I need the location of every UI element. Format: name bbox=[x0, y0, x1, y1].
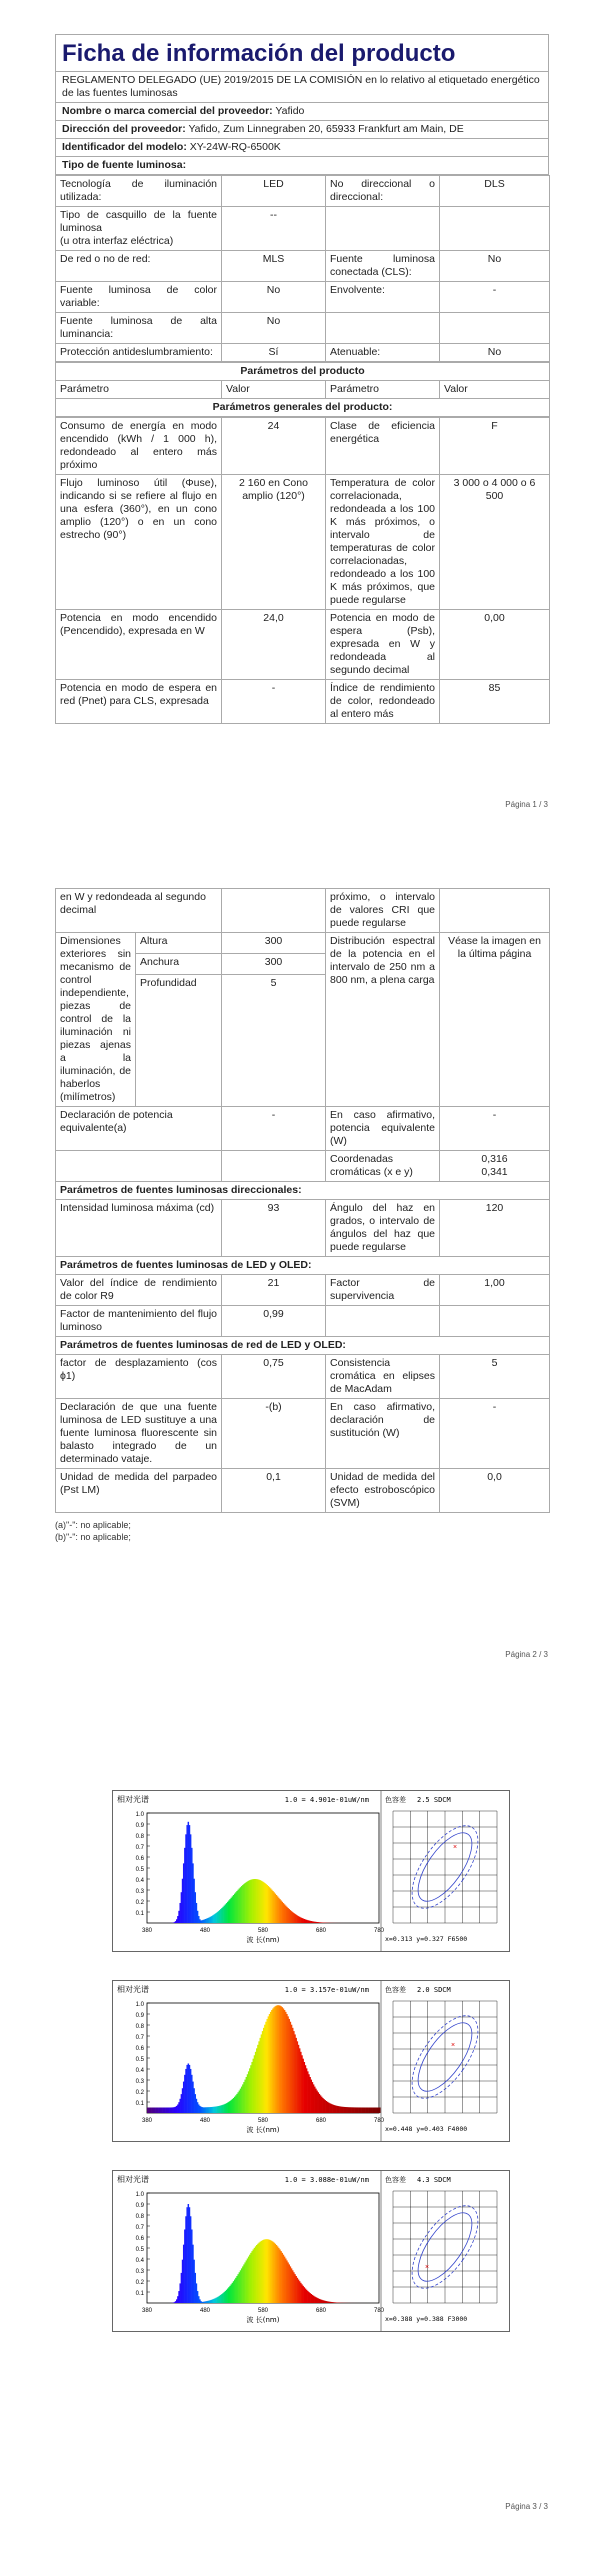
mains-rows-row bbox=[56, 1399, 550, 1469]
supplier-row bbox=[56, 102, 548, 120]
rows-type-l2: Envolvente: bbox=[326, 282, 440, 313]
x-tick-label: 480 bbox=[199, 1928, 211, 1934]
depth-label: Profundidad bbox=[136, 975, 222, 1107]
col-value-2: Valor bbox=[440, 381, 550, 399]
y-tick-label: 0.8 bbox=[135, 2024, 144, 2030]
rows-type-l1: Fuente luminosa de color variable: bbox=[56, 282, 222, 313]
width-label: Anchura bbox=[136, 954, 222, 975]
mains-rows-l1: factor de desplazamiento (cos ϕ1) bbox=[56, 1355, 222, 1399]
general-rows-l1: Consumo de energía en modo encendido (kWh / 1 000 h), redondeado al entero más próximo bbox=[56, 418, 222, 475]
general-rows-l1: Potencia en modo encendido (Pencendido), expresada en W bbox=[56, 610, 222, 680]
general-rows-row bbox=[56, 610, 550, 680]
x-tick-label: 380 bbox=[141, 2118, 153, 2124]
led-rows-row bbox=[56, 1275, 550, 1306]
general-rows-l2: Temperatura de color correlacionada, redondeada a los 100 K más próximos, o intervalo de temperaturas de color correlacionadas, redondeado a los 100 K más próximos, que puede regularse bbox=[326, 475, 440, 610]
x-tick-label: 580 bbox=[257, 2118, 269, 2124]
source-type-label: Tipo de fuente luminosa: bbox=[56, 156, 548, 174]
x-tick-label: 780 bbox=[373, 2118, 385, 2124]
x-axis-label: 波 长(nm) bbox=[246, 1936, 280, 1944]
chart-title: 相对光谱 bbox=[117, 2175, 149, 2184]
y-tick-label: 0.8 bbox=[135, 1834, 144, 1840]
y-tick-label: 0.3 bbox=[135, 1889, 144, 1895]
x-tick-label: 580 bbox=[257, 2308, 269, 2314]
ellipse-label: 2.0 SDCM bbox=[417, 1986, 451, 1994]
cont-left: en W y redondeada al segundo decimal bbox=[56, 889, 222, 933]
x-tick-label: 680 bbox=[315, 2118, 327, 2124]
led-rows-l2: Factor de supervivencia bbox=[326, 1275, 440, 1306]
y-tick-label: 1.0 bbox=[135, 1812, 144, 1818]
y-tick-label: 0.2 bbox=[135, 2090, 144, 2096]
y-tick-label: 0.7 bbox=[135, 1845, 144, 1851]
y-tick-label: 0.9 bbox=[135, 1823, 144, 1829]
rows-type-l1: Tecnología de iluminación utilizada: bbox=[56, 176, 222, 207]
y-tick-label: 0.7 bbox=[135, 2225, 144, 2231]
y-tick-label: 0.5 bbox=[135, 2057, 144, 2063]
equiv-label: Declaración de potencia equivalente(a) bbox=[56, 1107, 222, 1151]
rows-type-l2: Atenuable: bbox=[326, 344, 440, 362]
led-rows-v1: 0,99 bbox=[222, 1306, 326, 1337]
ellipse-title: 色容差 bbox=[385, 1796, 406, 1804]
rows-type-row bbox=[56, 176, 550, 207]
y-tick-label: 0.2 bbox=[135, 1900, 144, 1906]
general-rows-row bbox=[56, 680, 550, 724]
mains-rows-v2: 5 bbox=[440, 1355, 550, 1399]
dims-label: Dimensiones exteriores sin mecanismo de control independiente, piezas de control de la iluminación ni piezas ajenas a la iluminación, de haberlos (milímetros) bbox=[56, 933, 136, 1107]
spectrum-bar bbox=[379, 2107, 380, 2113]
general-rows-v1: 2 160 en Cono amplio (120°) bbox=[222, 475, 326, 610]
chroma-coords: x=0.448 y=0.403 F4000 bbox=[385, 2125, 468, 2133]
depth-value: 5 bbox=[222, 975, 326, 1107]
x-tick-label: 480 bbox=[199, 2308, 211, 2314]
header-box bbox=[55, 34, 549, 175]
led-rows-l1: Valor del índice de rendimiento de color R9 bbox=[56, 1275, 222, 1306]
general-rows-v1: 24 bbox=[222, 418, 326, 475]
chart-scale-header: 1.0 = 4.901e-01uW/nm bbox=[284, 1796, 369, 1804]
x-tick-label: 680 bbox=[315, 1928, 327, 1934]
x-axis-label: 波 长(nm) bbox=[246, 2126, 280, 2134]
measured-point: × bbox=[424, 2264, 430, 2271]
chroma-y: 0,341 bbox=[481, 1166, 508, 1178]
rows-type-v1: LED bbox=[222, 176, 326, 207]
equiv-watts-label: En caso afirmativo, potencia equivalente (W) bbox=[326, 1107, 440, 1151]
rows-type-v2 bbox=[440, 313, 550, 344]
measured-point: × bbox=[450, 2042, 456, 2049]
source-type-table bbox=[55, 175, 550, 362]
general-params-table bbox=[55, 417, 550, 724]
y-tick-label: 0.6 bbox=[135, 1856, 144, 1862]
product-params-heading: Parámetros del producto bbox=[56, 363, 550, 381]
y-tick-label: 0.1 bbox=[135, 2291, 144, 2297]
model-label: Identificador del modelo: bbox=[62, 141, 187, 153]
x-tick-label: 680 bbox=[315, 2308, 327, 2314]
rows-type-v2: - bbox=[440, 282, 550, 313]
y-tick-label: 0.9 bbox=[135, 2203, 144, 2209]
y-tick-label: 0.4 bbox=[135, 1878, 144, 1884]
led-heading: Parámetros de fuentes luminosas de LED y OLED: bbox=[56, 1257, 550, 1275]
led-rows-l1: Factor de mantenimiento del flujo luminoso bbox=[56, 1306, 222, 1337]
rows-type-row bbox=[56, 251, 550, 282]
chroma-value bbox=[440, 1151, 550, 1182]
general-rows-l2: Potencia en modo de espera (Psb), expresada en W y redondeada al segundo decimal bbox=[326, 610, 440, 680]
chart-scale-header: 1.0 = 3.157e-01uW/nm bbox=[284, 1986, 369, 1994]
rows-type-l2: Fuente luminosa conectada (CLS): bbox=[326, 251, 440, 282]
equiv-value: - bbox=[222, 1107, 326, 1151]
x-axis-label: 波 长(nm) bbox=[246, 2316, 280, 2324]
y-tick-label: 0.1 bbox=[135, 1911, 144, 1917]
rows-type-row bbox=[56, 282, 550, 313]
general-rows-l2: Índice de rendimiento de color, redondeado al entero más bbox=[326, 680, 440, 724]
rows-type-v1: -- bbox=[222, 207, 326, 251]
mains-rows-l2: En caso afirmativo, declaración de sustitución (W) bbox=[326, 1399, 440, 1469]
y-tick-label: 0.3 bbox=[135, 2269, 144, 2275]
rows-type-v2 bbox=[440, 207, 550, 251]
x-tick-label: 580 bbox=[257, 1928, 269, 1934]
dir-value: 93 bbox=[222, 1200, 326, 1257]
x-tick-label: 480 bbox=[199, 2118, 211, 2124]
rows-type-v1: No bbox=[222, 313, 326, 344]
col-param-1: Parámetro bbox=[56, 381, 222, 399]
rows-type-v1: Sí bbox=[222, 344, 326, 362]
mains-rows-row bbox=[56, 1355, 550, 1399]
general-rows-v2: F bbox=[440, 418, 550, 475]
continued-table bbox=[55, 888, 550, 1513]
address-label: Dirección del proveedor: bbox=[62, 123, 186, 135]
y-tick-label: 1.0 bbox=[135, 2002, 144, 2008]
general-rows-l1: Flujo luminoso útil (Φuse), indicando si se refiere al flujo en una esfera (360°), en un cono amplio (120°) o en un cono estrecho (90°) bbox=[56, 475, 222, 610]
rows-type-v1: MLS bbox=[222, 251, 326, 282]
mains-rows-v2: 0,0 bbox=[440, 1469, 550, 1513]
y-tick-label: 0.6 bbox=[135, 2236, 144, 2242]
led-rows-v2 bbox=[440, 1306, 550, 1337]
page-number: Página 2 / 3 bbox=[505, 1650, 548, 1659]
chroma-coords: x=0.313 y=0.327 F6500 bbox=[385, 1935, 468, 1943]
x-tick-label: 780 bbox=[373, 2308, 385, 2314]
height-label: Altura bbox=[136, 933, 222, 954]
led-rows-l2 bbox=[326, 1306, 440, 1337]
rows-type-l2 bbox=[326, 207, 440, 251]
general-rows-v1: 24,0 bbox=[222, 610, 326, 680]
general-rows-v2: 85 bbox=[440, 680, 550, 724]
general-rows-v1: - bbox=[222, 680, 326, 724]
supplier-value: Yafido bbox=[275, 105, 305, 117]
spectrum-chart-2 bbox=[112, 1980, 510, 2142]
rows-type-row bbox=[56, 344, 550, 362]
rows-type-v2: DLS bbox=[440, 176, 550, 207]
y-tick-label: 0.4 bbox=[135, 2068, 144, 2074]
beam-value: 120 bbox=[440, 1200, 550, 1257]
col-value-1: Valor bbox=[222, 381, 326, 399]
regulation-text: REGLAMENTO DELEGADO (UE) 2019/2015 DE LA COMISIÓN en lo relativo al etiquetado energético de las fuentes luminosas bbox=[56, 71, 548, 102]
spectrum-chart-3 bbox=[112, 2170, 510, 2332]
general-rows-l2: Clase de eficiencia energética bbox=[326, 418, 440, 475]
led-rows-row bbox=[56, 1306, 550, 1337]
dir-heading: Parámetros de fuentes luminosas direccionales: bbox=[56, 1182, 550, 1200]
height-value: 300 bbox=[222, 933, 326, 954]
y-tick-label: 0.2 bbox=[135, 2280, 144, 2286]
spd-value: Véase la imagen en la última página bbox=[440, 933, 550, 1107]
model-value: XY-24W-RQ-6500K bbox=[189, 141, 281, 153]
y-tick-label: 0.3 bbox=[135, 2079, 144, 2085]
rows-type-l1: Tipo de casquillo de la fuente luminosa (u otra interfaz eléctrica) bbox=[56, 207, 222, 251]
supplier-label: Nombre o marca comercial del proveedor: bbox=[62, 105, 273, 117]
rows-type-row bbox=[56, 207, 550, 251]
spectrum-chart-1 bbox=[112, 1790, 510, 1952]
ellipse-title: 色容差 bbox=[385, 2176, 406, 2184]
chroma-x: 0,316 bbox=[481, 1153, 508, 1165]
address-row bbox=[56, 120, 548, 138]
general-rows-v2: 3 000 o 4 000 o 6 500 bbox=[440, 475, 550, 610]
page-title: Ficha de información del producto bbox=[62, 40, 456, 67]
rows-type-l1: Protección antideslumbramiento: bbox=[56, 344, 222, 362]
led-rows-v2: 1,00 bbox=[440, 1275, 550, 1306]
mains-heading: Parámetros de fuentes luminosas de red de LED y OLED: bbox=[56, 1337, 550, 1355]
mains-rows-l2: Consistencia cromática en elipses de MacAdam bbox=[326, 1355, 440, 1399]
product-params-table bbox=[55, 362, 550, 417]
rows-type-row bbox=[56, 313, 550, 344]
chart-title: 相对光谱 bbox=[117, 1985, 149, 1994]
y-tick-label: 1.0 bbox=[135, 2192, 144, 2198]
y-tick-label: 0.8 bbox=[135, 2214, 144, 2220]
cont-right: próximo, o intervalo de valores CRI que puede regularse bbox=[326, 889, 440, 933]
y-tick-label: 0.7 bbox=[135, 2035, 144, 2041]
mains-rows-l2: Unidad de medida del efecto estroboscópico (SVM) bbox=[326, 1469, 440, 1513]
mains-rows-v1: -(b) bbox=[222, 1399, 326, 1469]
spd-label: Distribución espectral de la potencia en el intervalo de 250 nm a 800 nm, a plena carga bbox=[326, 933, 440, 1107]
general-params-heading: Parámetros generales del producto: bbox=[56, 399, 550, 417]
y-tick-label: 0.9 bbox=[135, 2013, 144, 2019]
ellipse-label: 4.3 SDCM bbox=[417, 2176, 451, 2184]
general-rows-row bbox=[56, 418, 550, 475]
rows-type-v1: No bbox=[222, 282, 326, 313]
beam-label: Ángulo del haz en grados, o intervalo de ángulos del haz que puede regularse bbox=[326, 1200, 440, 1257]
mains-rows-v1: 0,75 bbox=[222, 1355, 326, 1399]
y-tick-label: 0.5 bbox=[135, 1867, 144, 1873]
x-tick-label: 780 bbox=[373, 1928, 385, 1934]
address-value: Yafido, Zum Linnegraben 20, 65933 Frankfurt am Main, DE bbox=[188, 123, 464, 135]
y-tick-label: 0.4 bbox=[135, 2258, 144, 2264]
chart-title: 相对光谱 bbox=[117, 1795, 149, 1804]
mains-rows-v2: - bbox=[440, 1399, 550, 1469]
dir-label: Intensidad luminosa máxima (cd) bbox=[56, 1200, 222, 1257]
width-value: 300 bbox=[222, 954, 326, 975]
footnote-a: (a)"-": no aplicable; bbox=[55, 1520, 131, 1530]
rows-type-l2: No direccional o direccional: bbox=[326, 176, 440, 207]
general-rows-l1: Potencia en modo de espera en red (Pnet) para CLS, expresada bbox=[56, 680, 222, 724]
y-tick-label: 0.1 bbox=[135, 2101, 144, 2107]
general-rows-v2: 0,00 bbox=[440, 610, 550, 680]
measured-point: × bbox=[452, 1844, 458, 1851]
x-tick-label: 380 bbox=[141, 2308, 153, 2314]
rows-type-v2: No bbox=[440, 344, 550, 362]
y-tick-label: 0.6 bbox=[135, 2046, 144, 2052]
ellipse-title: 色容差 bbox=[385, 1986, 406, 1994]
page-1 bbox=[0, 0, 603, 820]
page-2 bbox=[0, 880, 603, 1680]
x-tick-label: 380 bbox=[141, 1928, 153, 1934]
rows-type-l1: Fuente luminosa de alta luminancia: bbox=[56, 313, 222, 344]
chart-scale-header: 1.0 = 3.088e-01uW/nm bbox=[284, 2176, 369, 2184]
page-number: Página 3 / 3 bbox=[505, 2502, 548, 2511]
model-row bbox=[56, 138, 548, 156]
rows-type-l1: De red o no de red: bbox=[56, 251, 222, 282]
mains-rows-v1: 0,1 bbox=[222, 1469, 326, 1513]
mains-rows-l1: Declaración de que una fuente luminosa de LED sustituye a una fuente luminosa fluorescente sin balasto integrado de un determinado vataje. bbox=[56, 1399, 222, 1469]
y-tick-label: 0.5 bbox=[135, 2247, 144, 2253]
equiv-watts-value: - bbox=[440, 1107, 550, 1151]
mains-rows-row bbox=[56, 1469, 550, 1513]
chroma-coords: x=0.388 y=0.388 F3000 bbox=[385, 2315, 468, 2323]
ellipse-label: 2.5 SDCM bbox=[417, 1796, 451, 1804]
rows-type-l2 bbox=[326, 313, 440, 344]
page-number: Página 1 / 3 bbox=[505, 800, 548, 809]
chroma-label: Coordenadas cromáticas (x e y) bbox=[326, 1151, 440, 1182]
rows-type-v2: No bbox=[440, 251, 550, 282]
page-3 bbox=[0, 1760, 603, 2560]
general-rows-row bbox=[56, 475, 550, 610]
mains-rows-l1: Unidad de medida del parpadeo (Pst LM) bbox=[56, 1469, 222, 1513]
footnote-b: (b)"-": no aplicable; bbox=[55, 1532, 131, 1542]
col-param-2: Parámetro bbox=[326, 381, 440, 399]
led-rows-v1: 21 bbox=[222, 1275, 326, 1306]
